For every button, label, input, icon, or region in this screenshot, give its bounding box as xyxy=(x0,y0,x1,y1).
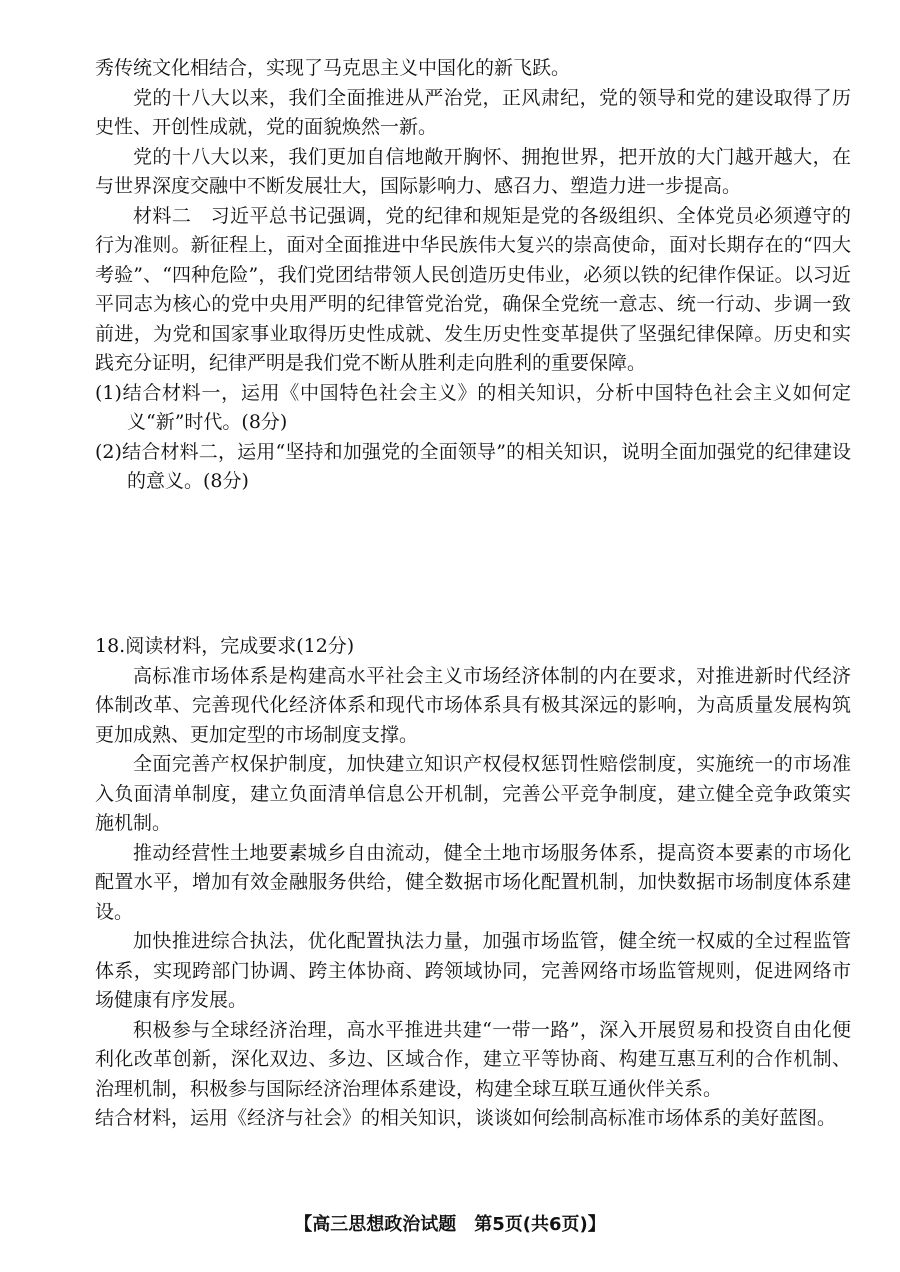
page-footer: 【高三思想政治试题 第5页(共6页)】 xyxy=(294,1214,606,1235)
question-18-section xyxy=(95,632,851,1134)
material-two-paragraph: 材料二 习近平总书记强调，党的纪律和规矩是党的各级组织、全体党员必须遵守的行为准则。新征程上，面对全面推进中华民族伟大复兴的崇高使命，面对长期存在的“四大考验”、“四种危险”，我们党团结带领人民创造历史伟业，必须以铁的纪律作保证。以习近平同志为核心的党中央用严明的纪律管党治党，确保全党统一意志、统一行动、步调一致前进，为党和国家事业取得历史性成就、发生历史性变革提供了坚强纪律保障。历史和实践充分证明，纪律严明是我们党不断从胜利走向胜利的重要保障。 xyxy=(95,204,851,374)
material-paragraph-1: 高标准市场体系是构建高水平社会主义市场经济体制的内在要求，对推进新时代经济体制改革、完善现代化经济体系和现代市场体系具有极其深远的影响，为高质量发展构筑更加成熟、更加定型的市场制度支撑。 xyxy=(95,664,851,746)
question-1: (1)结合材料一，运用《中国特色社会主义》的相关知识，分析中国特色社会主义如何定义“新”时代。(8分) xyxy=(95,381,851,433)
question-18-heading: 18.阅读材料，完成要求(12分) xyxy=(95,635,355,657)
question-18-task: 结合材料，运用《经济与社会》的相关知识，谈谈如何绘制高标准市场体系的美好蓝图。 xyxy=(95,1107,837,1129)
question-2: (2)结合材料二，运用“坚持和加强党的全面领导”的相关知识，说明全面加强党的纪律建设的意义。(8分) xyxy=(95,440,851,492)
material-paragraph-2: 全面完善产权保护制度，加快建立知识产权侵权惩罚性赔偿制度，实施统一的市场准入负面清单制度，建立负面清单信息公开机制，完善公平竞争制度，建立健全竞争政策实施机制。 xyxy=(95,753,851,834)
paragraph-opening-up: 党的十八大以来，我们更加自信地敞开胸怀、拥抱世界，把开放的大门越开越大，在与世界深度交融中不断发展壮大，国际影响力、感召力、塑造力进一步提高。 xyxy=(95,145,851,197)
material-paragraph-3: 推动经营性土地要素城乡自由流动，健全土地市场服务体系，提高资本要素的市场化配置水平，增加有效金融服务供给，健全数据市场化配置机制，加快数据市场制度体系建设。 xyxy=(95,841,851,923)
material-paragraph-4: 加快推进综合执法，优化配置执法力量，加强市场监管，健全统一权威的全过程监管体系，实现跨部门协调、跨主体协商、跨领域协同，完善网络市场监管规则，促进网络市场健康有序发展。 xyxy=(95,930,851,1011)
paragraph-party-building: 党的十八大以来，我们全面推进从严治党，正风肃纪，党的领导和党的建设取得了历史性、开创性成就，党的面貌焕然一新。 xyxy=(95,86,851,138)
material-section-17 xyxy=(95,54,851,497)
paragraph-continuation: 秀传统文化相结合，实现了马克思主义中国化的新飞跃。 xyxy=(95,57,571,79)
material-paragraph-5: 积极参与全球经济治理，高水平推进共建“一带一路”，深入开展贸易和投资自由化便利化改革创新，深化双边、多边、区域合作，建立平等协商、构建互惠互利的合作机制、治理机制，积极参与国际经济治理体系建设，构建全球互联互通伙伴关系。 xyxy=(95,1018,851,1100)
